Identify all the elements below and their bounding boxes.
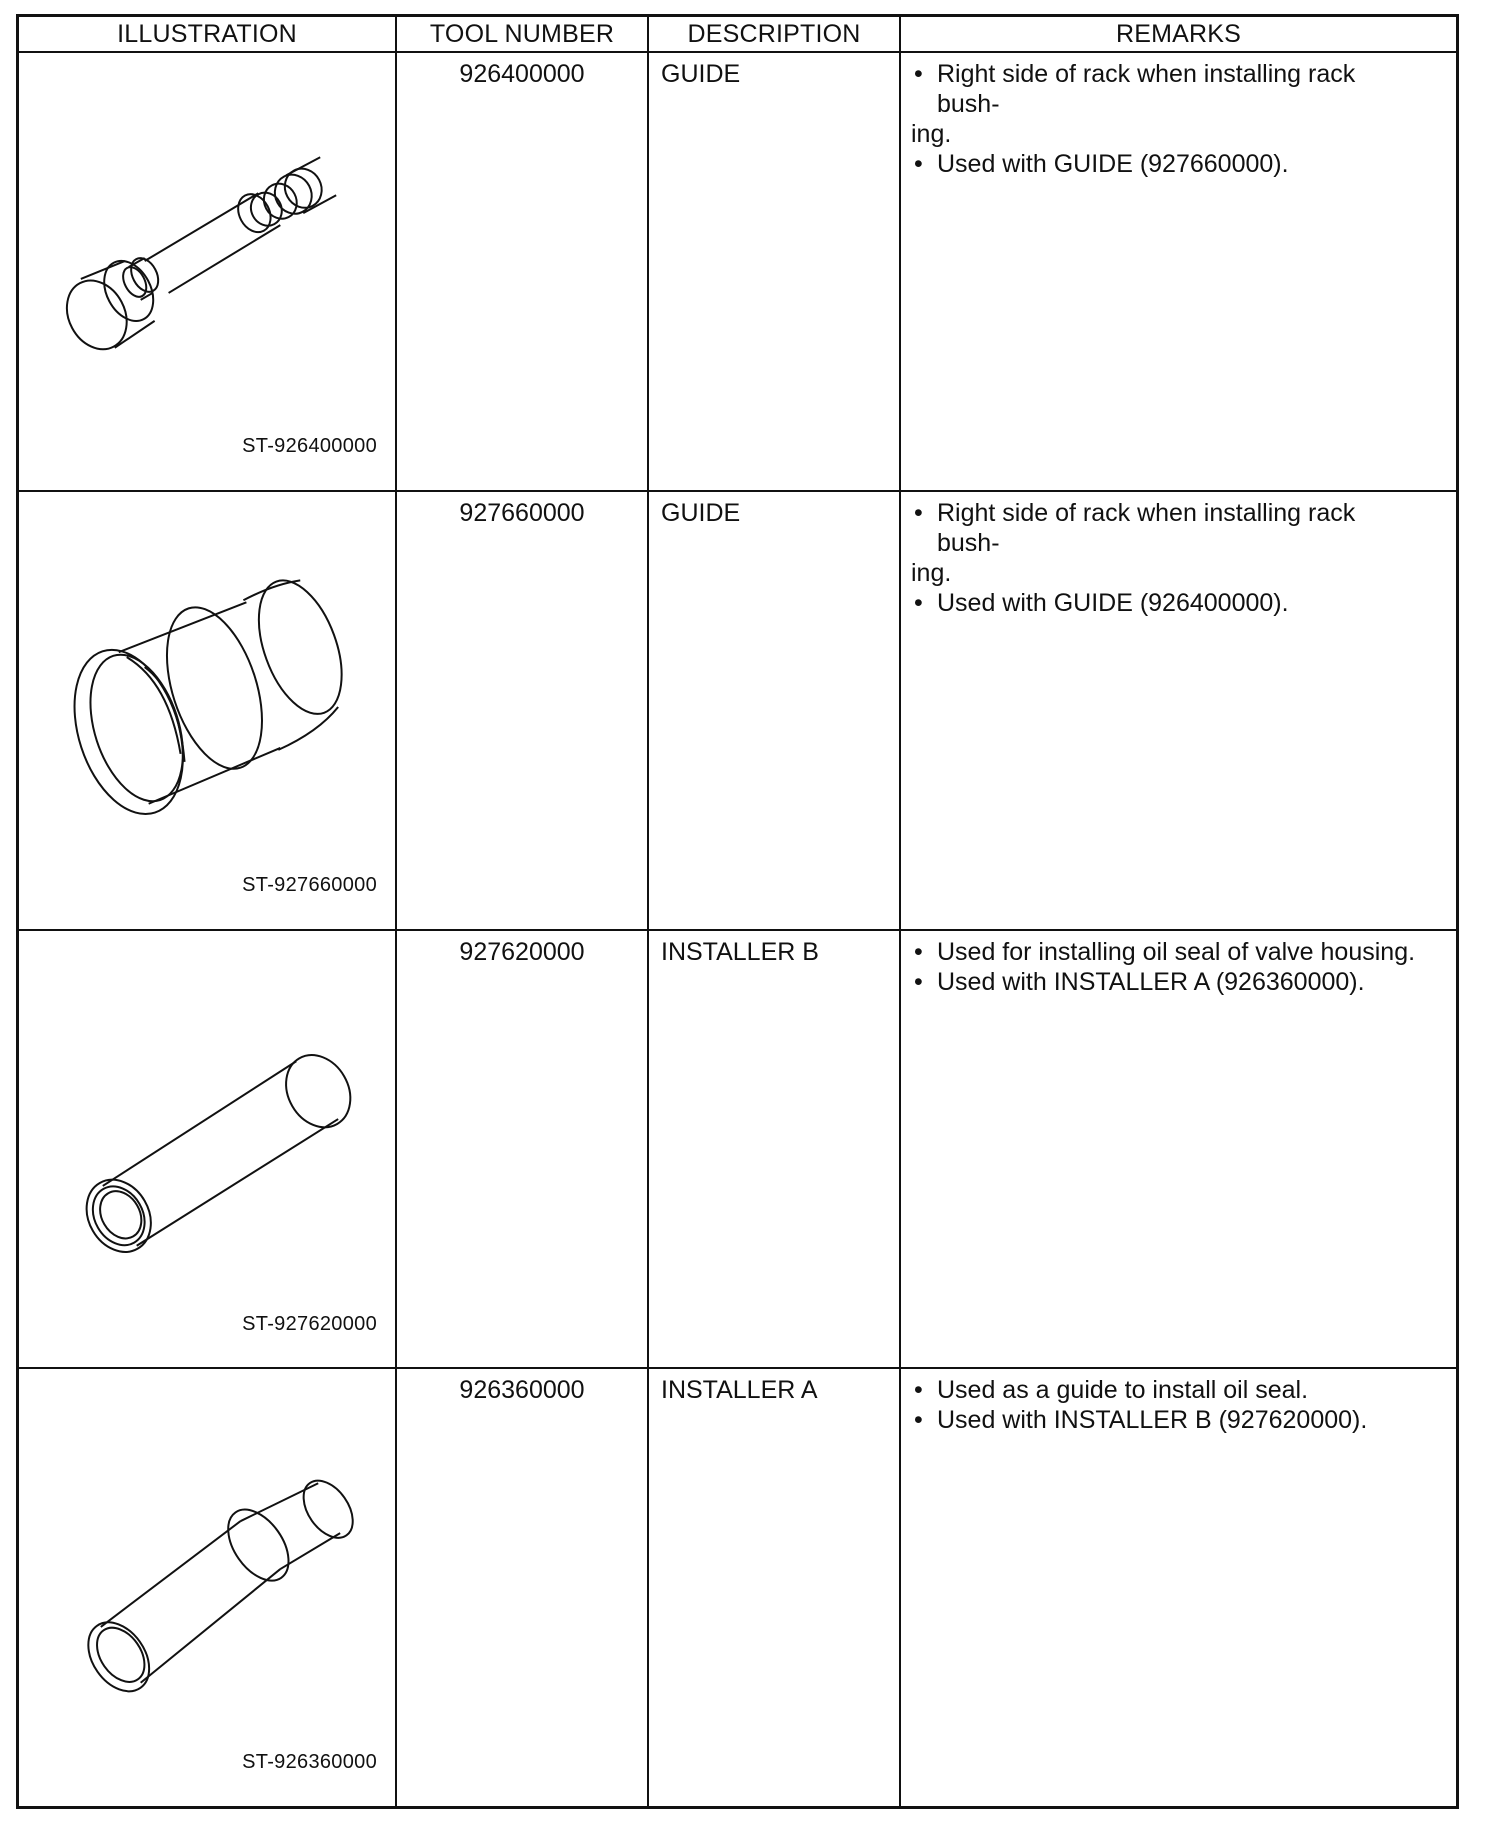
remark-text-continued: ing. xyxy=(911,120,952,148)
remarks-list xyxy=(911,937,1422,997)
description-cell: INSTALLER B xyxy=(648,930,900,1369)
installer-b-illustration xyxy=(19,931,395,1367)
bullet: • xyxy=(914,1376,923,1405)
remark-text: Used with INSTALLER B (927620000). xyxy=(937,1406,1368,1435)
header-illustration: ILLUSTRATION xyxy=(19,17,396,52)
description-cell: GUIDE xyxy=(648,491,900,930)
illustration-cell xyxy=(19,52,396,491)
table-row xyxy=(19,52,1456,491)
bullet: • xyxy=(914,967,923,996)
installer-a-illustration xyxy=(19,1369,395,1805)
illustration-cell xyxy=(19,491,396,930)
remark-item xyxy=(911,59,1422,149)
remark-text: Used with GUIDE (927660000). xyxy=(937,150,1289,178)
table-row xyxy=(19,491,1456,930)
bullet: • xyxy=(914,937,923,966)
illustration-code: ST-927620000 xyxy=(242,1312,377,1335)
tool-number-cell: 927620000 xyxy=(396,930,648,1369)
special-tools-table xyxy=(19,17,1456,1806)
remark-text: Right side of rack when installing rack bush- xyxy=(937,60,1356,118)
illustration-code: ST-927660000 xyxy=(242,873,377,896)
remark-item xyxy=(911,498,1422,588)
remark-item xyxy=(911,588,1422,618)
illustration-cell xyxy=(19,930,396,1369)
illustration-code: ST-926400000 xyxy=(242,435,377,457)
description-cell: GUIDE xyxy=(648,52,900,491)
remark-text: Right side of rack when installing rack bush- xyxy=(937,498,1356,557)
illustration-code: ST-926360000 xyxy=(242,1751,377,1774)
illustration-cell xyxy=(19,1368,396,1806)
bullet: • xyxy=(914,498,923,527)
remark-text-continued: ing. xyxy=(911,558,952,587)
special-tools-sheet xyxy=(16,14,1459,1809)
table-header-row xyxy=(19,17,1456,52)
bullet: • xyxy=(914,1406,923,1435)
remark-item xyxy=(911,149,1422,179)
table-row xyxy=(19,930,1456,1369)
remarks-cell xyxy=(900,52,1456,491)
remark-text: Used for installing oil seal of valve housing. xyxy=(937,937,1416,966)
remark-item xyxy=(911,937,1422,967)
remark-text: Used as a guide to install oil seal. xyxy=(937,1376,1309,1405)
remark-text: Used with GUIDE (926400000). xyxy=(937,588,1289,617)
remarks-cell xyxy=(900,930,1456,1369)
header-remarks: REMARKS xyxy=(900,17,1456,52)
remarks-list xyxy=(911,1375,1422,1435)
header-description: DESCRIPTION xyxy=(648,17,900,52)
remarks-cell xyxy=(900,1368,1456,1806)
guide-sleeve-illustration xyxy=(19,492,395,928)
remarks-cell xyxy=(900,491,1456,930)
remark-item xyxy=(911,1375,1422,1405)
remark-text: Used with INSTALLER A (926360000). xyxy=(937,967,1365,996)
remark-item xyxy=(911,967,1422,997)
table-row xyxy=(19,1368,1456,1806)
remark-item xyxy=(911,1405,1422,1435)
remarks-list xyxy=(911,59,1422,179)
description-cell: INSTALLER A xyxy=(648,1368,900,1806)
header-tool-number: TOOL NUMBER xyxy=(396,17,648,52)
tool-number-cell: 926400000 xyxy=(396,52,648,491)
bullet: • xyxy=(914,60,923,88)
remarks-list xyxy=(911,498,1422,618)
bullet: • xyxy=(914,150,923,178)
tool-number-cell: 927660000 xyxy=(396,491,648,930)
bullet: • xyxy=(914,588,923,617)
guide-shaft-illustration xyxy=(19,53,395,489)
tool-number-cell: 926360000 xyxy=(396,1368,648,1806)
